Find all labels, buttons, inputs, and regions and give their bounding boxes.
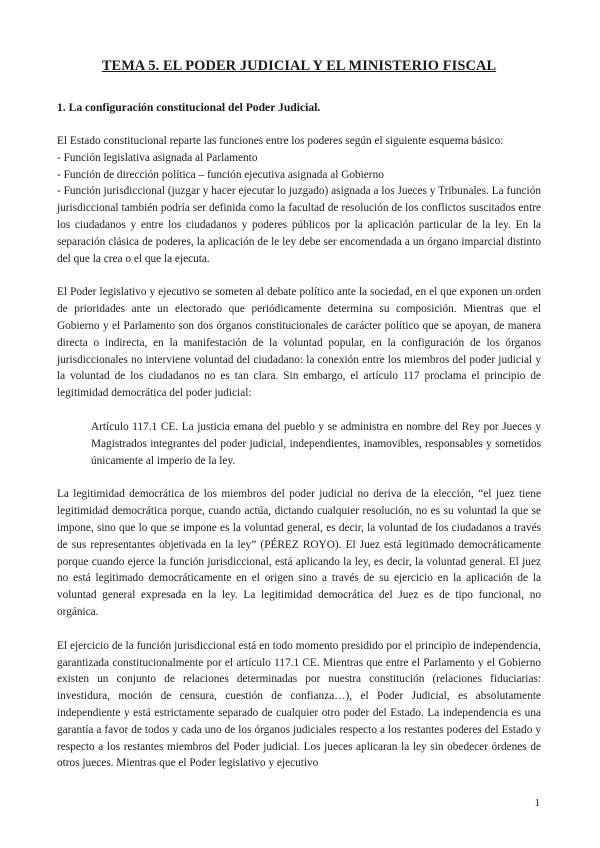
quote-article-117: Artículo 117.1 CE. La justicia emana del pueblo y se administra en nombre del Rey por Jueces y Magistrados integrantes del poder judicial, independientes, inamovibles, responsables y sometidos únicamente al imperio de la ley. <box>91 420 541 467</box>
intro-line: El Estado constitucional reparte las funciones entre los poderes según el siguiente esquema básico: <box>57 135 504 147</box>
section-heading: 1. La configuración constitucional del Poder Judicial. <box>57 101 321 114</box>
intro-line: - Función de dirección política – función ejecutiva asignada al Gobierno <box>57 168 384 181</box>
document-body <box>57 58 541 772</box>
document-title: TEMA 5. EL PODER JUDICIAL Y EL MINISTERIO FISCAL <box>101 58 497 74</box>
paragraph-democratic-legitimacy: La legitimidad democrática de los miembros del poder judicial no deriva de la elección, “el juez tiene legitimidad democrática porque, cuando actúa, dictando cualquier resolución, no es su voluntad la que se impone, sino que lo que se impone es la voluntad general, es decir, la voluntad de los ciudadanos a través de sus representantes objetivada en la ley” (PÉREZ ROYO). El Juez está legitimado democráticamente porque cuando ejerce la función jurisdiccional, está aplicando la ley, es decir, la voluntad general. El juez no está legitimado democráticamente en el origen sino a través de su ejercicio en la aplicación de la voluntad general expresada en la ley. La legitimidad democrática del Juez es de tipo funcional, no orgánica. <box>57 488 541 618</box>
paragraph-political-powers: El Poder legislativo y ejecutivo se someten al debate político ante la sociedad, en el que exponen un orden de prioridades ante un electorado que periódicamente determina su composición. Mientras que el Gobierno y el Parlamento son dos órganos constitucionales de carácter político que se apoyan, de manera directa o indirecta, en la manifestación de la voluntad popular, en la configuración de los órganos jurisdiccionales no interviene voluntad del ciudadano: la conexión entre los miembros del poder judicial y la voluntad de los ciudadanos no es tan clara. Sin embargo, el artículo 117 proclama el principio de legitimidad democrática del poder judicial: <box>57 286 541 400</box>
page-number: 1 <box>534 797 540 809</box>
intro-lines <box>57 133 541 183</box>
intro-line: - Función legislativa asignada al Parlamento <box>57 151 258 164</box>
paragraph-independence: El ejercicio de la función jurisdiccional está en todo momento presidido por el principio de independencia, garantizada constitucionalmente por el artículo 117.1 CE. Mientras que entre el Parlamento y el Gobierno existen un conjunto de relaciones determinadas por nuestra constitución (relaciones fiduciarias: investidura, moción de censura, cuestión de confianza…), el Poder Judicial, es absolutamente independiente y está estrictamente separado de cualquier otro poder del Estado. La independencia es una garantía a favor de todos y cada uno de los órganos judiciales respecto a los restantes poderes del Estado y respecto a los restantes miembros del Poder judicial. Los jueces aplicaran la ley sin obedecer órdenes de otros jueces. Mientras que el Poder legislativo y ejecutivo <box>57 639 541 770</box>
paragraph-jurisdictional-function: - Función jurisdiccional (juzgar y hacer ejecutar lo juzgado) asignada a los Jueces y Tribunales. La función jurisdiccional también podría ser definida como la facultad de resolución de los conflictos suscitados entre los ciudadanos y entre los ciudadanos y poderes públicos por la aplicación particular de la ley. En la separación clásica de poderes, la aplicación de le ley debe ser encomendada a un órgano imparcial distinto del que la crea o el que la ejecuta. <box>57 185 541 265</box>
